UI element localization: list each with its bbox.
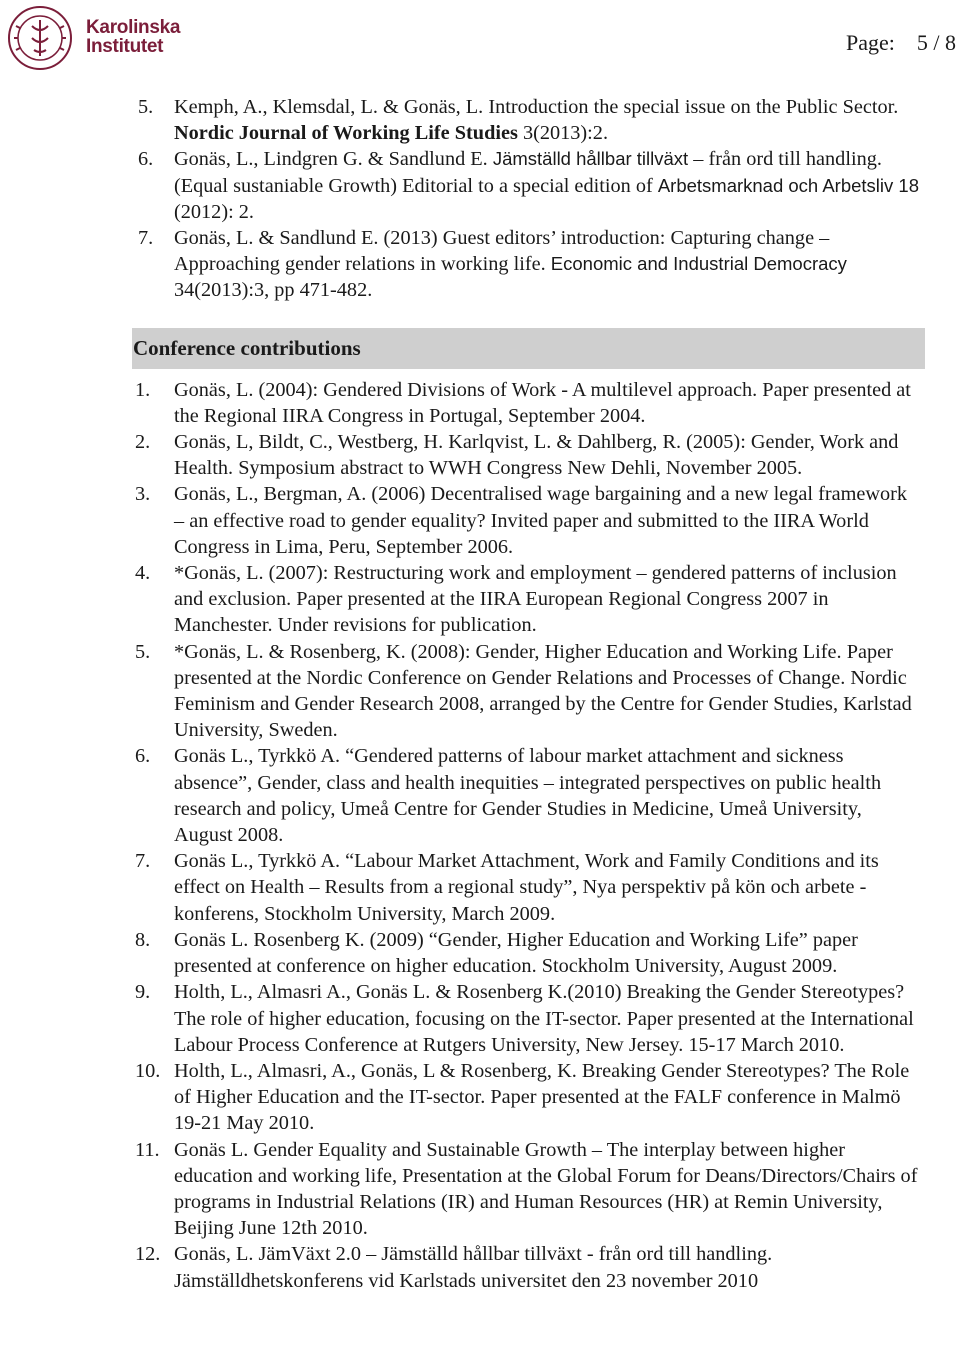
item-text: Holth, L., Almasri A., Gonäs L. & Rosenberg K.(2010) Breaking the Gender Stereotypes? The role of higher education, focusing on the IT-sector. Paper presented at the International Labour Process Conference at Rutgers University, New Jersey. 15-17 March 2010. [174,981,914,1056]
item-text: 3(2013):2. [517,122,609,145]
item-text: Kemph, A., Klemsdal, L. & Gonäs, L. Introduction the special issue on the Public Sector. [174,96,899,118]
item-number: 7. [138,227,154,250]
journal-title: Economic and Industrial Democracy [550,253,847,275]
ki-seal-icon [6,4,78,72]
item-text: Gonäs, L, Bildt, C., Westberg, H. Karlqvist, L. & Dahlberg, R. (2005): Gender, Work and Health. Symposium abstract to WWH Congress New Dehli, November 2005. [174,431,899,480]
list-item [135,377,920,429]
list-item [135,1058,920,1137]
item-number: 1. [135,378,151,401]
item-number: 5. [135,640,151,663]
article-title: Jämställd hållbar tillväxt [492,148,689,170]
publication-list [135,94,920,304]
list-item [135,481,920,560]
list-item [135,848,920,927]
item-number: 10. [135,1059,161,1082]
article-title: Capturing change – Approaching gender relations in working life. [174,227,830,276]
journal-title: Arbetsmarknad och Arbetsliv 18 [657,174,919,196]
item-number: 4. [135,562,151,585]
section-title: Conference contributions [133,335,361,360]
item-number: 5. [138,96,154,118]
list-item [135,429,920,481]
page-label: Page: [845,30,895,55]
item-text: – från ord till handling. (Equal sustaniable Growth) Editorial to a special edition of [174,148,882,197]
item-number: 6. [135,745,151,768]
item-number: 7. [135,850,151,873]
item-number: 11. [135,1138,160,1161]
item-text: Gonäs, L. JämVäxt 2.0 – Jämställd hållbar tillväxt - från ord till handling. Jämställdhetskonferens vid Karlstads universitet den 23 november 2010 [174,1243,773,1292]
list-item [135,639,920,744]
logo-line-2: Institutet [86,36,164,57]
section-heading-bar [132,328,925,369]
item-text: Gonäs, L., Lindgren G. & Sandlund E. [174,148,493,171]
list-item [135,927,920,979]
list-item [135,146,920,225]
item-text: *Gonäs, L. & Rosenberg, K. (2008): Gender, Higher Education and Working Life. Paper presented at the Nordic Conference on Gender Relations and Processes of Change. Nordic Feminism and Gender Research 2008, arranged by the Centre for Gender Studies, Karlstad University, Sweden. [174,640,912,742]
document-body [135,94,920,1294]
item-text: Gonäs, L. (2004): Gendered Divisions of Work - A multilevel approach. Paper presented at the Regional IIRA Congress in Portugal, September 2004. [174,378,911,427]
item-text: Gonäs, L. & Sandlund E. (2013) Guest editors’ introduction: [174,227,671,250]
page-header [0,0,960,80]
journal-title: Nordic Journal of Working Life Studies [174,122,518,145]
item-number: 8. [135,928,151,951]
item-text: Gonäs L., Tyrkkö A. “Labour Market Attachment, Work and Family Conditions and its effect on Health – Results from a regional study”, Nya perspektiv på kön och arbete - konferens, Stockholm University, March 2009. [174,850,879,925]
item-text: Gonäs L. Gender Equality and Sustainable Growth – The interplay between higher education and working life, Presentation at the Global Forum for Deans/Directors/Chairs of programs in Industrial Relations (IR) and Human Resources (HR) at Remin University, Beijing June 12th 2010. [174,1138,918,1240]
item-text: Gonäs, L., Bergman, A. (2006) Decentralised wage bargaining and a new legal framework – an effective road to gender equality? Invited paper and submitted to the IIRA World Congress in Lima, Peru, September 2006. [174,483,908,558]
item-number: 9. [135,981,151,1004]
list-item [135,560,920,639]
item-text: (2012): 2. [174,200,254,223]
item-text: Gonäs L., Tyrkkö A. “Gendered patterns of labour market attachment and sickness absence”, Gender, class and health inequities – integrated perspectives on public health research and policy, Umeå Centre for Gender Studies in Medicine, Umeå University, August 2008. [174,745,882,847]
page-indicator [846,30,956,56]
list-item [135,979,920,1058]
list-item [135,743,920,848]
item-number: 6. [138,148,154,171]
item-number: 3. [135,483,151,506]
logo-line-1: Karolinska [86,17,181,38]
item-number: 12. [135,1243,161,1266]
item-text: 34(2013):3, pp 471-482. [174,279,373,302]
conference-list [135,377,920,1294]
item-text: Holth, L., Almasri, A., Gonäs, L & Rosenberg, K. Breaking Gender Stereotypes? The Role of Higher Education and the IT-sector. Paper presented at the FALF conference in Malmö 19-21 May 2010. [174,1059,910,1135]
karolinska-logo [6,4,181,72]
page-value: 5 / 8 [916,30,956,55]
item-number: 2. [135,431,151,454]
list-item [135,94,920,146]
item-text: *Gonäs, L. (2007): Restructuring work and employment – gendered patterns of inclusion and exclusion. Paper presented at the IIRA European Regional Congress 2007 in Manchester. Under revisions for publication. [174,562,897,637]
list-item [135,225,920,304]
list-item [135,1137,920,1242]
list-item [135,1241,920,1293]
item-text: Gonäs L. Rosenberg K. (2009) “Gender, Higher Education and Working Life” paper presented at conference on higher education. Stockholm University, August 2009. [174,928,858,978]
